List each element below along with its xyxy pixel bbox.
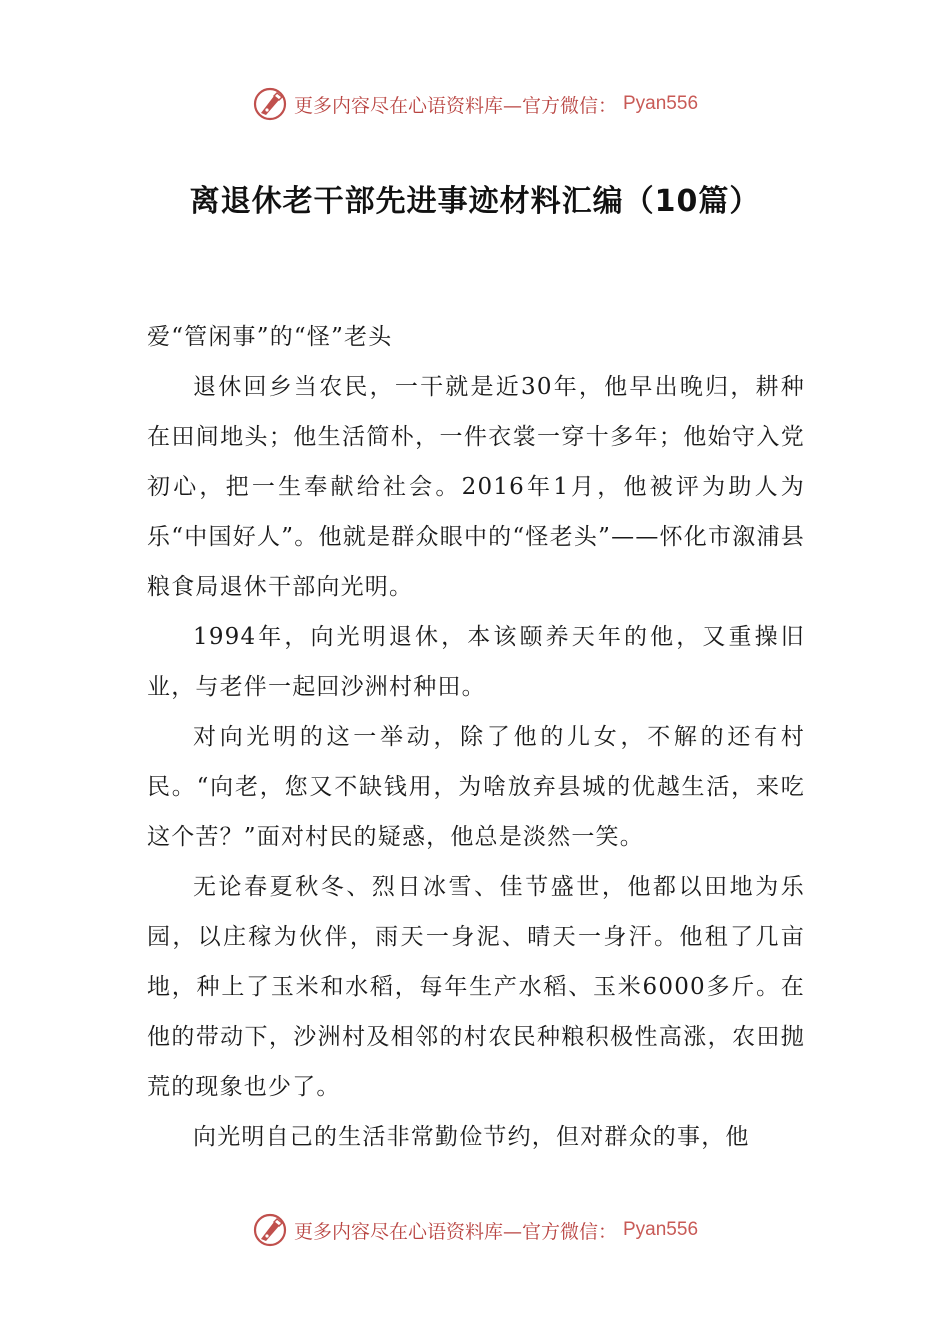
document-title: 离退休老干部先进事迹材料汇编（10篇） [189, 184, 761, 219]
article-subtitle: 爱“管闲事”的“怪”老头 [147, 324, 393, 350]
banner-text: 更多内容尽在心语资料库—官方微信： [293, 1220, 617, 1243]
paragraph: 无论春夏秋冬、烈日冰雪、佳节盛世，他都以田地为乐园，以庄稼为伙伴，雨天一身泥、晴天一身汗。他租了几亩地，种上了玉米和水稻，每年生产水稻、玉米6000多斤。在他的带动下，沙洲村及相邻的村农民种粮积极性高涨，农田抛荒的现象也少了。 [147, 874, 805, 1100]
pen-nib-logo-icon [252, 86, 288, 122]
paragraph: 1994年，向光明退休，本该颐养天年的他，又重操旧业，与老伴一起回沙洲村种田。 [147, 624, 805, 700]
pen-nib-logo-icon [252, 1212, 288, 1248]
paragraph: 对向光明的这一举动，除了他的儿女，不解的还有村民。“向老，您又不缺钱用，为啥放弃县城的优越生活，来吃这个苦？”面对村民的疑惑，他总是淡然一笑。 [147, 724, 805, 850]
document-body [147, 312, 805, 1162]
footer-banner [0, 1208, 950, 1252]
banner-contact: Pyan556 [623, 93, 699, 114]
header-banner [0, 82, 950, 126]
paragraph: 向光明自己的生活非常勤俭节约，但对群众的事，他 [193, 1124, 750, 1150]
banner-text: 更多内容尽在心语资料库—官方微信： [293, 94, 617, 117]
paragraph: 退休回乡当农民，一干就是近30年，他早出晚归，耕种在田间地头；他生活简朴，一件衣裳一穿十多年；他始守入党初心，把一生奉献给社会。2016年1月，他被评为助人为乐“中国好人”。他就是群众眼中的“怪老头”——怀化市溆浦县粮食局退休干部向光明。 [147, 374, 805, 600]
banner-contact: Pyan556 [623, 1219, 699, 1240]
